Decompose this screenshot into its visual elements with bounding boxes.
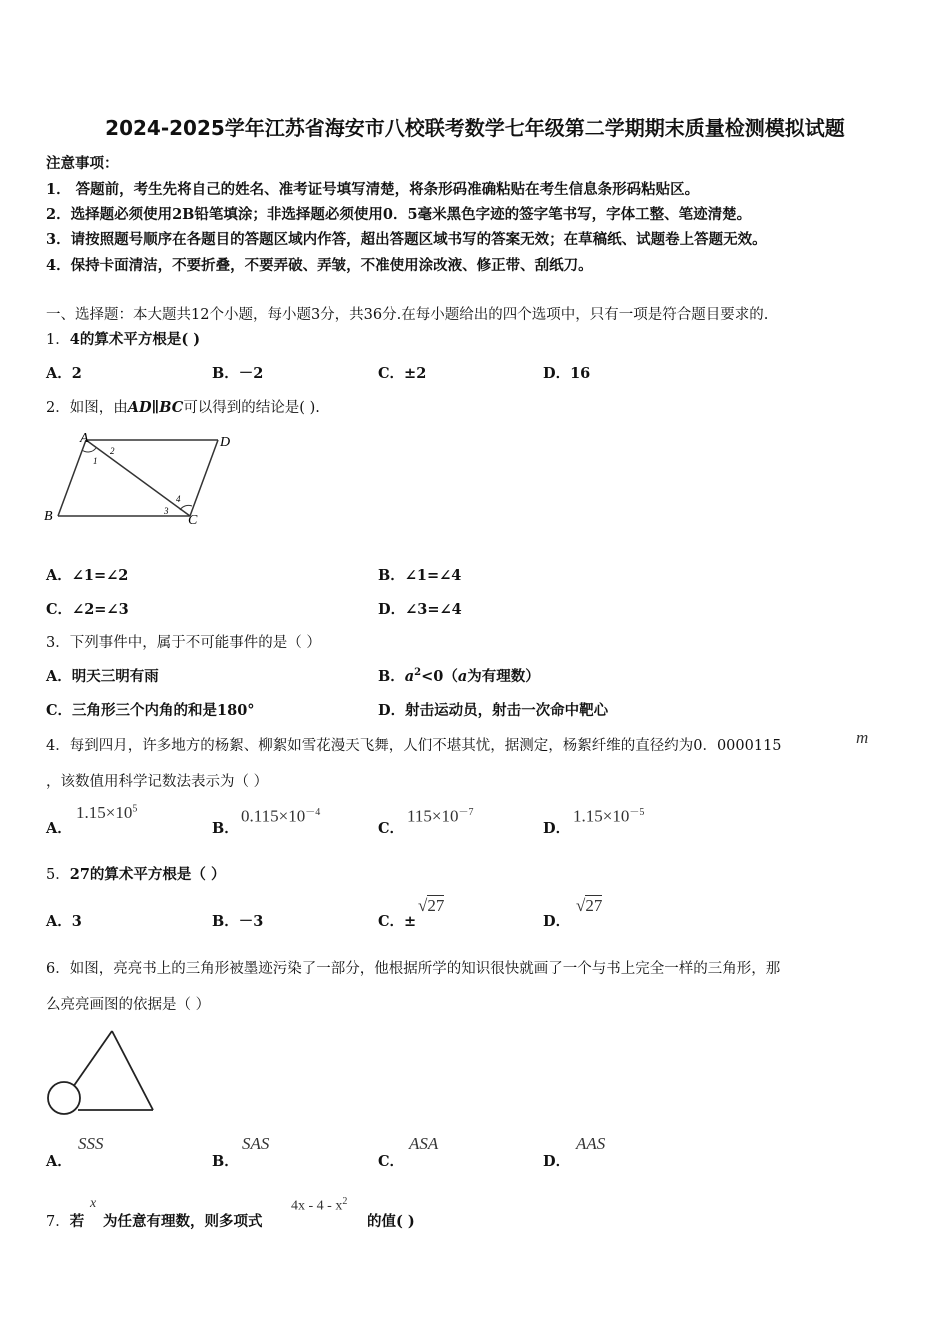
question-number: 4． bbox=[46, 738, 70, 754]
question-1 bbox=[46, 328, 200, 349]
note-item: 4．保持卡面清洁，不要折叠，不要弄破、弄皱，不准使用涂改液、修正带、刮纸刀。 bbox=[46, 257, 593, 274]
math-base: 1.15×10 bbox=[573, 806, 630, 826]
math-base: 115×10 bbox=[407, 806, 459, 826]
option-b-value: SAS bbox=[242, 1134, 270, 1153]
question-stem: 下列事件中，属于不可能事件的是（ ） bbox=[69, 635, 321, 651]
question-number: 2． bbox=[46, 400, 70, 416]
option-d: D．∠3=∠4 bbox=[378, 601, 462, 618]
question-number: 3． bbox=[46, 635, 70, 651]
polynomial-expression bbox=[291, 1196, 347, 1215]
option-a: A．3 bbox=[46, 913, 82, 930]
math-base: 0.115×10 bbox=[241, 806, 306, 826]
question-stem: 27的算术平方根是（ ） bbox=[69, 866, 226, 883]
option-b: B．－2 bbox=[212, 365, 264, 382]
section-heading: 一、选择题：本大题共12个小题，每小题3分，共36分.在每小题给出的四个选项中，只有一项是符合题目要求的. bbox=[46, 307, 769, 323]
sqrt-27 bbox=[576, 896, 602, 916]
page-title: 2024-2025学年江苏省海安市八校联考数学七年级第二学期期末质量检测模拟试题 bbox=[105, 116, 845, 140]
radicand: 27 bbox=[427, 896, 445, 915]
option-letter: B． bbox=[378, 668, 405, 685]
label-b: B bbox=[44, 509, 53, 524]
question-stem: 如图，由 bbox=[69, 400, 128, 416]
question-number: 1． bbox=[46, 332, 70, 348]
question-stem-end: 的值( ) bbox=[367, 1213, 415, 1230]
label-c: C bbox=[188, 513, 198, 528]
option-a-letter: A． bbox=[46, 1153, 72, 1170]
option-text: 为有理数） bbox=[467, 668, 540, 685]
option-c: C．±2 bbox=[378, 365, 427, 382]
question-3 bbox=[46, 631, 321, 652]
option-a-value bbox=[76, 803, 137, 823]
note-item: 3．请按照题号顺序在各题目的答题区域内作答，超出答题区域书写的答案无效；在草稿纸、试题卷上答题无效。 bbox=[46, 231, 767, 248]
option-c-value: ASA bbox=[409, 1134, 439, 1153]
question-stem: 4的算术平方根是( ) bbox=[69, 331, 201, 348]
question-6 bbox=[46, 957, 780, 978]
math-base: 1.15×10 bbox=[76, 803, 133, 822]
option-c-value bbox=[407, 803, 473, 827]
option-text: <0（ bbox=[421, 668, 458, 685]
question-stem-continued: ，该数值用科学记数法表示为（ ） bbox=[46, 774, 269, 790]
note-item: 2．选择题必须使用2B铅笔填涂；非选择题必须使用0．5毫米黑色字迹的签字笔书写，字体工整、笔迹清楚。 bbox=[46, 206, 752, 223]
math-var: a bbox=[404, 668, 415, 685]
parallelogram-figure bbox=[40, 428, 250, 533]
math-exponent: 2 bbox=[414, 667, 422, 679]
question-number: 6． bbox=[46, 961, 70, 977]
unit-m: m bbox=[856, 728, 869, 747]
option-c: C．± bbox=[378, 913, 417, 930]
option-b-letter: B． bbox=[212, 820, 239, 837]
math-exponent: －5 bbox=[629, 807, 645, 818]
option-d-letter: D． bbox=[543, 820, 571, 837]
option-c-letter: C． bbox=[378, 1153, 405, 1170]
question-5 bbox=[46, 863, 225, 884]
radicand: 27 bbox=[585, 896, 603, 915]
ink-stain-circle bbox=[48, 1082, 80, 1114]
question-2 bbox=[46, 396, 320, 417]
option-d-value: AAS bbox=[576, 1134, 606, 1153]
question-stem-middle: 为任意有理数，则多项式 bbox=[103, 1213, 263, 1230]
math-expr: 4x - 4 - x bbox=[291, 1198, 343, 1214]
option-d-value bbox=[573, 803, 644, 827]
math-var-x: x bbox=[90, 1196, 97, 1211]
option-a-letter: A． bbox=[46, 820, 72, 837]
math-var: a bbox=[457, 668, 468, 685]
question-stem: 每到四月，许多地方的杨絮、柳絮如雪花漫天飞舞，人们不堪其忧，据测定，杨絮纤维的直径约为0．0000115 bbox=[69, 738, 782, 754]
option-c: C．三角形三个内角的和是180° bbox=[46, 702, 255, 719]
question-number: 5． bbox=[46, 867, 70, 883]
label-d: D bbox=[220, 435, 231, 450]
question-7 bbox=[46, 1210, 84, 1231]
option-a: A．2 bbox=[46, 365, 82, 382]
option-b-value bbox=[241, 803, 320, 827]
question-stem-end: 可以得到的结论是( ). bbox=[183, 400, 320, 416]
math-exponent: －7 bbox=[458, 807, 474, 818]
math-exponent: －4 bbox=[305, 807, 321, 818]
note-item: 1． 答题前，考生先将自己的姓名、准考证号填写清楚，将条形码准确粘贴在考生信息条形码粘贴区。 bbox=[46, 181, 700, 198]
sqrt-27 bbox=[418, 896, 444, 916]
question-stem: 如图，亮亮书上的三角形被墨迹污染了一部分，他根据所学的知识很快就画了一个与书上完全一样的三角形，那 bbox=[69, 961, 781, 977]
option-a-value: SSS bbox=[78, 1134, 104, 1153]
option-b: B．－3 bbox=[212, 913, 264, 930]
question-number: 7． bbox=[46, 1214, 70, 1230]
radical-sign: √ bbox=[418, 896, 428, 915]
ink-stained-triangle-figure bbox=[40, 1022, 170, 1122]
angle-3-label: 3 bbox=[164, 506, 169, 516]
option-d: D． bbox=[543, 913, 571, 930]
question-stem: 若 bbox=[69, 1213, 85, 1230]
option-a: A．∠1=∠2 bbox=[46, 567, 129, 584]
option-c-letter: C． bbox=[378, 820, 405, 837]
notes-heading: 注意事项： bbox=[46, 155, 119, 172]
math-exponent: 2 bbox=[342, 1196, 348, 1207]
angle-1-label: 1 bbox=[93, 456, 98, 466]
angle-2-label: 2 bbox=[110, 446, 115, 456]
label-a: A bbox=[80, 431, 89, 446]
option-d: D．16 bbox=[543, 365, 591, 382]
math-expression: AD∥BC bbox=[127, 399, 184, 416]
option-d: D．射击运动员，射击一次命中靶心 bbox=[378, 702, 609, 719]
question-stem-continued: 么亮亮画图的依据是（ ） bbox=[46, 997, 211, 1013]
question-4 bbox=[46, 734, 782, 755]
option-c: C．∠2=∠3 bbox=[46, 601, 129, 618]
math-exponent: 5 bbox=[132, 803, 138, 815]
option-a: A．明天三明有雨 bbox=[46, 668, 159, 685]
angle-4-label: 4 bbox=[176, 494, 181, 504]
option-b bbox=[378, 665, 540, 686]
option-b: B．∠1=∠4 bbox=[378, 567, 462, 584]
option-b-letter: B． bbox=[212, 1153, 239, 1170]
radical-sign: √ bbox=[576, 896, 586, 915]
option-d-letter: D． bbox=[543, 1153, 571, 1170]
